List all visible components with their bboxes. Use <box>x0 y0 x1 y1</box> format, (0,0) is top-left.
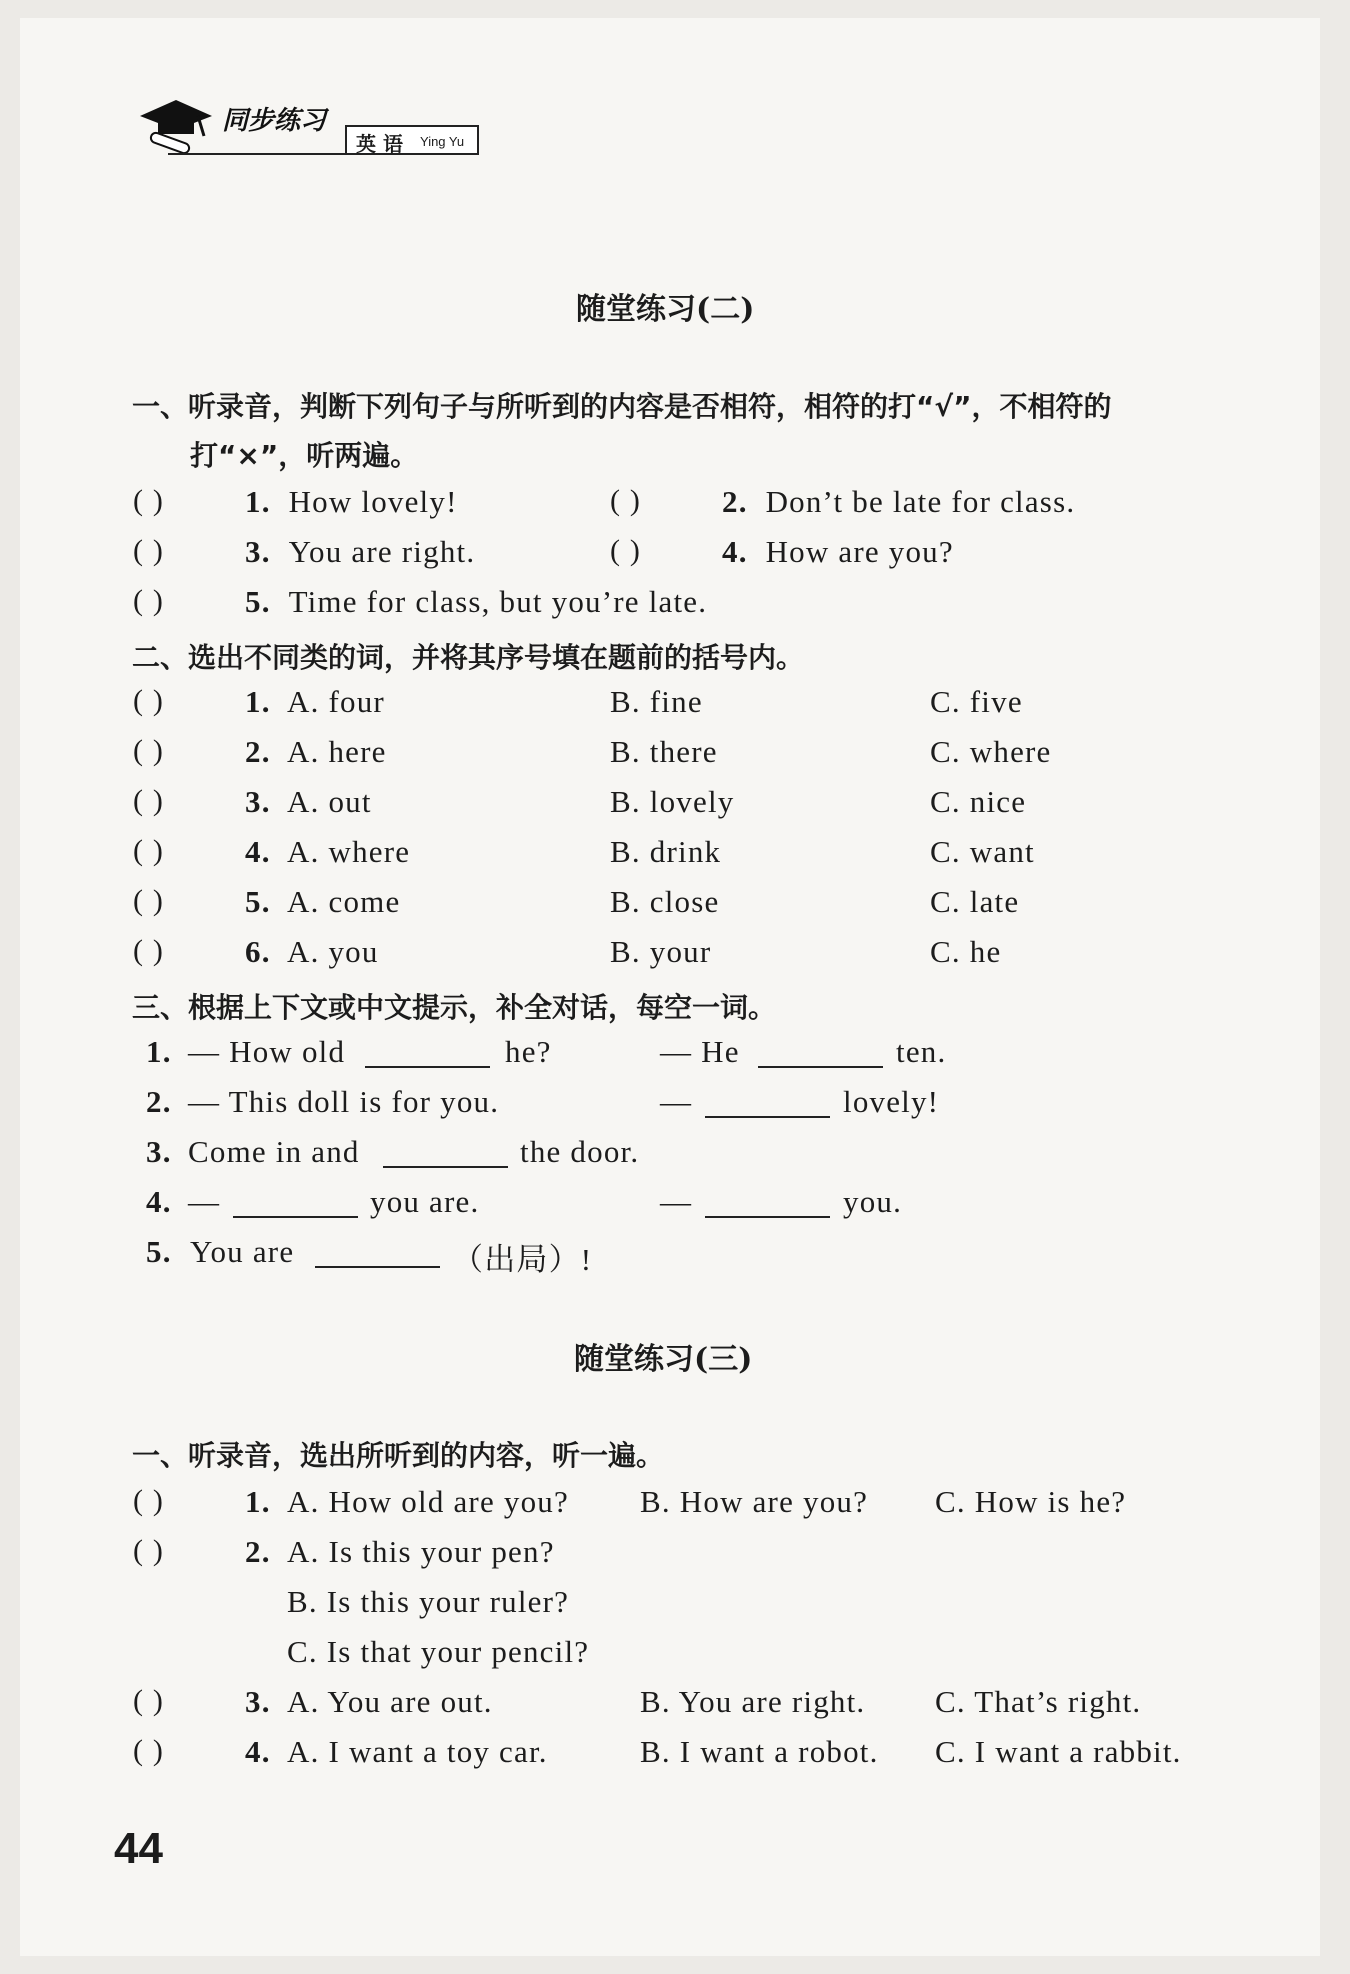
option-a: A. How old are you? <box>287 1484 569 1519</box>
section-title-3: 随堂练习(三) <box>574 1342 753 1377</box>
item-number: 1. <box>245 1484 271 1519</box>
brand-title: 同步练习 <box>222 106 327 136</box>
item-number: 4. <box>722 534 748 569</box>
option-b: B. You are right. <box>640 1684 866 1719</box>
item-number: 4. <box>245 1734 271 1769</box>
subject-label: 英 语 <box>356 132 403 156</box>
option-b: B. lovely <box>610 784 735 819</box>
option-b: B. close <box>610 884 720 919</box>
item-text: How are you? <box>765 534 954 569</box>
item-number: 4. <box>245 834 271 869</box>
option-c: C. he <box>930 934 1002 969</box>
item-number: 3. <box>245 534 271 569</box>
answer-paren[interactable]: ( ) <box>133 1684 165 1717</box>
item-number: 1. <box>146 1034 172 1069</box>
item-number: 2. <box>722 484 748 519</box>
answer-paren[interactable]: ( ) <box>133 734 165 767</box>
option-c: C. I want a rabbit. <box>935 1734 1182 1769</box>
dialog-text: — <box>660 1084 693 1119</box>
option-b: B. fine <box>610 684 703 719</box>
fill-blank[interactable] <box>233 1190 358 1218</box>
answer-paren[interactable]: ( ) <box>133 934 165 967</box>
item-number: 5. <box>245 584 271 619</box>
item-text: You are right. <box>288 534 476 569</box>
dialog-text: You are <box>190 1234 295 1269</box>
option-c: C. late <box>930 884 1020 919</box>
option-a: A. four <box>287 684 385 719</box>
option-a: A. I want a toy car. <box>287 1734 548 1769</box>
item-number: 2. <box>146 1084 172 1119</box>
item-number: 1. <box>245 684 271 719</box>
answer-paren[interactable]: ( ) <box>133 534 165 567</box>
section-title-2: 随堂练习(二) <box>576 292 755 327</box>
item-number: 1. <box>245 484 271 519</box>
dialog-text: lovely! <box>843 1084 940 1119</box>
dialog-text: the door. <box>520 1134 640 1169</box>
answer-paren[interactable]: ( ) <box>133 784 165 817</box>
item-number: 5. <box>245 884 271 919</box>
item-number: 3. <box>245 1684 271 1719</box>
option-a: A. come <box>287 884 401 919</box>
item-text: Don’t be late for class. <box>765 484 1076 519</box>
option-c: C. How is he? <box>935 1484 1127 1519</box>
option-b: B. How are you? <box>640 1484 869 1519</box>
dialog-text: — How old <box>188 1034 346 1069</box>
answer-paren[interactable]: ( ) <box>133 884 165 917</box>
dialog-text: — This doll is for you. <box>188 1084 500 1119</box>
item-number: 6. <box>245 934 271 969</box>
subject-pinyin: Ying Yu <box>420 134 465 149</box>
option-c: C. where <box>930 734 1052 769</box>
part1-heading-line2: 打“×”，听两遍。 <box>190 439 419 472</box>
option-b: B. your <box>610 934 712 969</box>
option-c: C. want <box>930 834 1035 869</box>
answer-paren[interactable]: ( ) <box>133 684 165 717</box>
page-number: 44 <box>114 1824 163 1873</box>
option-a: A. You are out. <box>287 1684 493 1719</box>
item-number: 3. <box>146 1134 172 1169</box>
dialog-text: you. <box>843 1184 903 1219</box>
option-b: B. Is this your ruler? <box>287 1584 570 1619</box>
item-number: 3. <box>245 784 271 819</box>
answer-paren[interactable]: ( ) <box>133 584 165 617</box>
option-c: C. nice <box>930 784 1027 819</box>
dialog-text: （出局）! <box>452 1242 593 1277</box>
item-number: 2. <box>245 1534 271 1569</box>
option-a: A. out <box>287 784 372 819</box>
fill-blank[interactable] <box>758 1040 883 1068</box>
dialog-text: Come in and <box>188 1134 360 1169</box>
dialog-text: — He <box>660 1034 740 1069</box>
dialog-text: — <box>188 1184 221 1219</box>
option-b: B. there <box>610 734 718 769</box>
part3-heading: 三、根据上下文或中文提示，补全对话，每空一词。 <box>132 991 777 1024</box>
item-number: 4. <box>146 1184 172 1219</box>
option-a: A. here <box>287 734 387 769</box>
item-text: How lovely! <box>288 484 458 519</box>
dialog-text: you are. <box>370 1184 480 1219</box>
option-c: C. That’s right. <box>935 1684 1142 1719</box>
item-number: 2. <box>245 734 271 769</box>
fill-blank[interactable] <box>705 1090 830 1118</box>
fill-blank[interactable] <box>365 1040 490 1068</box>
dialog-text: he? <box>505 1034 552 1069</box>
s3-part1-heading: 一、听录音，选出所听到的内容，听一遍。 <box>132 1439 665 1472</box>
answer-paren[interactable]: ( ) <box>610 534 642 567</box>
answer-paren[interactable]: ( ) <box>133 1734 165 1767</box>
answer-paren[interactable]: ( ) <box>133 1484 165 1517</box>
dialog-text: ten. <box>896 1034 947 1069</box>
part2-heading: 二、选出不同类的词，并将其序号填在题前的括号内。 <box>132 641 805 674</box>
answer-paren[interactable]: ( ) <box>610 484 642 517</box>
fill-blank[interactable] <box>383 1140 508 1168</box>
option-a: A. where <box>287 834 411 869</box>
part1-heading-line1: 一、听录音，判断下列句子与所听到的内容是否相符，相符的打“√”，不相符的 <box>132 390 1112 423</box>
dialog-text: — <box>660 1184 693 1219</box>
option-c: C. Is that your pencil? <box>287 1634 590 1669</box>
fill-blank[interactable] <box>705 1190 830 1218</box>
answer-paren[interactable]: ( ) <box>133 484 165 517</box>
answer-paren[interactable]: ( ) <box>133 834 165 867</box>
answer-paren[interactable]: ( ) <box>133 1534 165 1567</box>
option-b: B. drink <box>610 834 722 869</box>
option-a: A. you <box>287 934 379 969</box>
item-text: Time for class, but you’re late. <box>288 584 708 619</box>
option-b: B. I want a robot. <box>640 1734 879 1769</box>
option-c: C. five <box>930 684 1023 719</box>
item-number: 5. <box>146 1234 172 1269</box>
fill-blank[interactable] <box>315 1240 440 1268</box>
option-a: A. Is this your pen? <box>287 1534 555 1569</box>
